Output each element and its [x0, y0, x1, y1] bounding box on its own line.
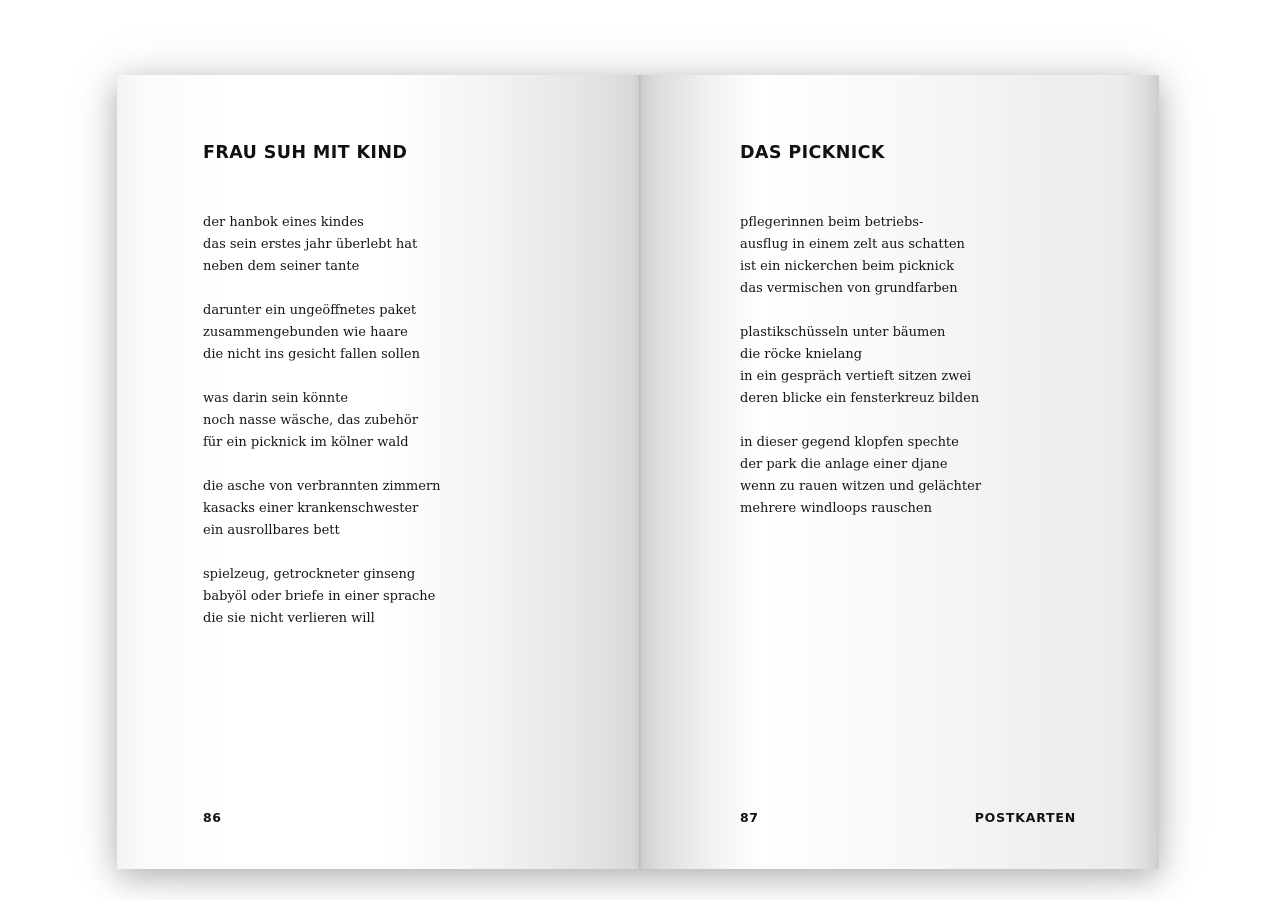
stanza [203, 564, 441, 630]
poem-line: deren blicke ein fensterkreuz bilden [740, 391, 980, 406]
stanza [203, 300, 441, 366]
poem-line: das vermischen von grundfarben [740, 281, 958, 296]
stanza [203, 476, 441, 542]
poem-line: zusammengebunden wie haare [203, 325, 408, 340]
poem-line: kasacks einer krankenschwester [203, 501, 419, 516]
poem-line: babyöl oder briefe in einer sprache [203, 589, 436, 604]
poem-line: darunter ein ungeöffnetes paket [203, 303, 417, 318]
poem-line: ist ein nickerchen beim picknick [740, 259, 954, 274]
left-page [117, 75, 639, 869]
poem-line: in dieser gegend klopfen spechte [740, 435, 959, 450]
poem-line: neben dem seiner tante [203, 259, 360, 274]
poem-line: noch nasse wäsche, das zubehör [203, 413, 418, 428]
poem-title: DAS PICKNICK [740, 143, 885, 163]
stanza [740, 322, 981, 410]
page-number: 87 [740, 810, 759, 825]
poem-line: wenn zu rauen witzen und gelächter [740, 479, 982, 494]
poem-line: spielzeug, getrockneter ginseng [203, 567, 416, 582]
stanza [203, 212, 441, 278]
stanza [740, 432, 981, 520]
poem-line: ausflug in einem zelt aus schatten [740, 237, 965, 252]
poem-body [203, 212, 441, 652]
right-page [642, 75, 1159, 869]
poem-line: plastikschüsseln unter bäumen [740, 325, 946, 340]
running-head: POSTKARTEN [974, 810, 1076, 825]
poem-line: für ein picknick im kölner wald [203, 435, 409, 450]
book-spread [117, 75, 1159, 869]
stanza [203, 388, 441, 454]
poem-title: FRAU SUH MIT KIND [203, 143, 408, 163]
poem-line: die nicht ins gesicht fallen sollen [203, 347, 420, 362]
poem-line: in ein gespräch vertieft sitzen zwei [740, 369, 972, 384]
poem-line: das sein erstes jahr überlebt hat [203, 237, 418, 252]
poem-line: der park die anlage einer djane [740, 457, 948, 472]
poem-line: die sie nicht verlieren will [203, 611, 375, 626]
page-number: 86 [203, 810, 222, 825]
poem-line: der hanbok eines kindes [203, 215, 364, 230]
poem-line: ein ausrollbares bett [203, 523, 340, 538]
stanza [740, 212, 981, 300]
poem-line: was darin sein könnte [203, 391, 349, 406]
poem-line: die röcke knielang [740, 347, 863, 362]
poem-line: mehrere windloops rauschen [740, 501, 932, 516]
poem-line: die asche von verbrannten zimmern [203, 479, 441, 494]
poem-body [740, 212, 981, 542]
poem-line: pflegerinnen beim betriebs- [740, 215, 924, 230]
